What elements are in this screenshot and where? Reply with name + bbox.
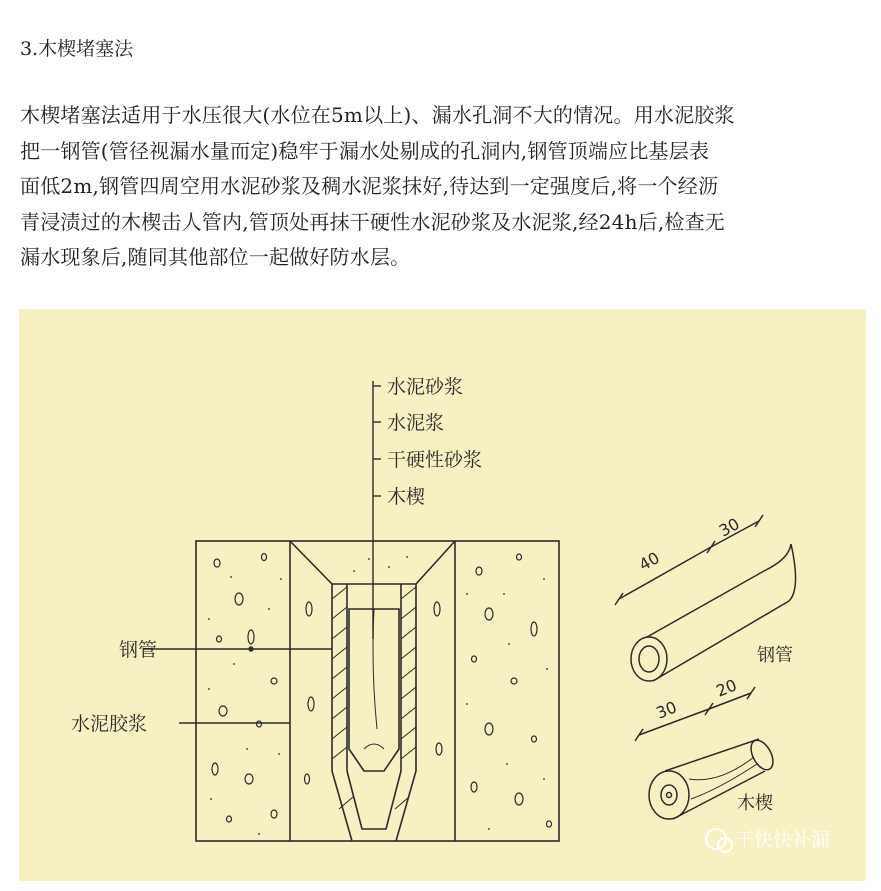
paragraph-line: 青浸渍过的木楔击人管内,管顶处再抹干硬性水泥砂浆及水泥浆,经24h后,检查无	[20, 209, 726, 234]
label-wood-wedge: 木楔	[387, 486, 426, 508]
pipe-detail-label: 钢管	[757, 645, 793, 666]
label-dry-mortar: 干硬性砂浆	[387, 449, 483, 471]
paragraph-line: 把一钢管(管径视漏水量而定)稳牢于漏水处剔成的孔洞内,钢管顶端应比基层表	[20, 138, 710, 163]
body-paragraph	[20, 98, 868, 276]
wedge-dim-short: 20	[713, 675, 740, 701]
wedge-plugging-diagram	[19, 309, 866, 881]
label-steel-pipe: 钢管	[119, 639, 158, 661]
label-cement-slurry: 水泥浆	[387, 412, 445, 434]
paragraph-line: 面低2m,钢管四周空用水泥砂浆及稠水泥浆抹好,待达到一定强度后,将一个经沥	[20, 174, 719, 199]
paragraph-line: 漏水现象后,随同其他部位一起做好防水层。	[20, 245, 411, 270]
wedge-detail-label: 木楔	[737, 793, 773, 814]
section-heading: 3.木楔堵塞法	[20, 38, 134, 60]
watermark-text: 干快快补漏	[735, 829, 831, 851]
pipe-dim-long: 40	[635, 548, 663, 575]
paragraph-line: 木楔堵塞法适用于水压很大(水位在5m以上)、漏水孔洞不大的情况。用水泥胶浆	[20, 103, 735, 127]
label-cement-mortar: 水泥砂浆	[387, 376, 464, 398]
wedge-dim-long: 30	[653, 697, 680, 723]
pipe-dim-short: 30	[715, 514, 743, 541]
label-cement-paste: 水泥胶浆	[71, 713, 148, 735]
